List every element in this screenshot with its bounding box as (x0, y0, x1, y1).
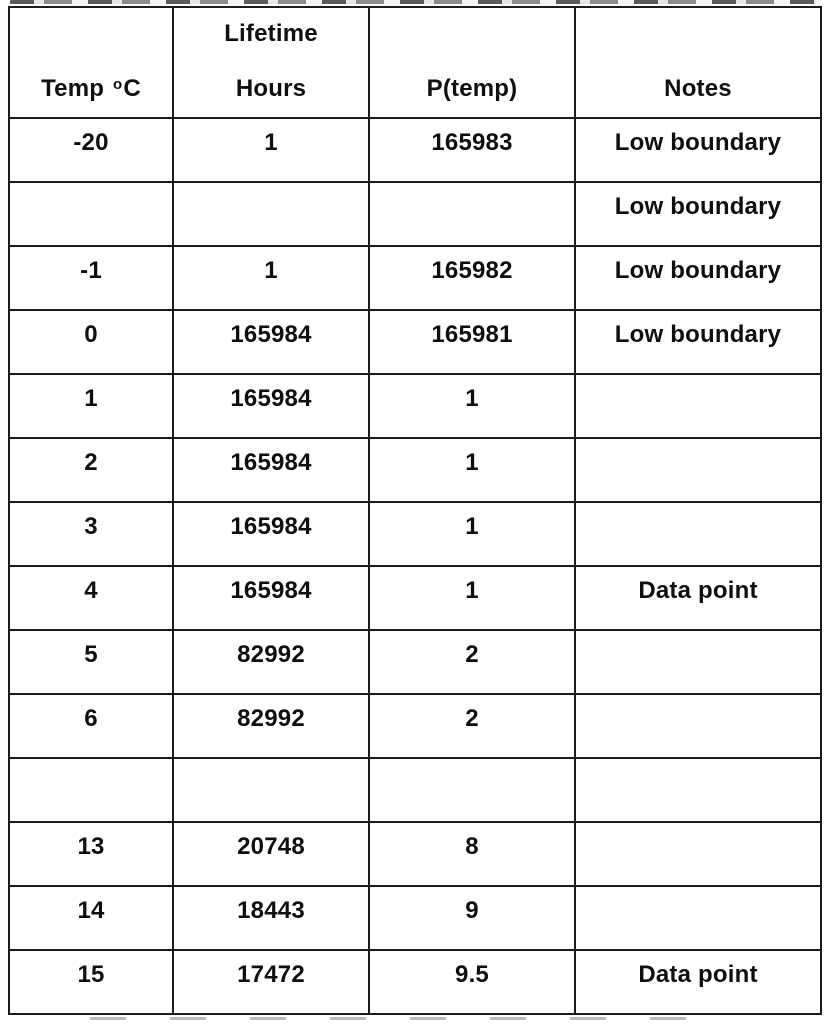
cell-note: Low boundary (575, 182, 821, 246)
cell-temp: -1 (9, 246, 173, 310)
table-row (9, 310, 821, 374)
cell-hours: 82992 (173, 694, 369, 758)
cell-note (575, 758, 821, 822)
temp-header-text: Temp (41, 74, 111, 102)
cell-note (575, 694, 821, 758)
cell-hours: 20748 (173, 822, 369, 886)
cell-ptemp: 9.5 (369, 950, 575, 1014)
cell-note (575, 886, 821, 950)
cell-ptemp: 1 (369, 566, 575, 630)
cell-hours: 1 (173, 246, 369, 310)
cell-note: Low boundary (575, 118, 821, 182)
col-header-temp (9, 7, 173, 118)
cell-temp (9, 758, 173, 822)
cell-note: Data point (575, 566, 821, 630)
cell-note (575, 822, 821, 886)
table-row (9, 502, 821, 566)
cell-hours: 1 (173, 118, 369, 182)
table-row (9, 246, 821, 310)
cell-ptemp: 1 (369, 438, 575, 502)
cell-note (575, 374, 821, 438)
table-row (9, 950, 821, 1014)
cell-ptemp: 9 (369, 886, 575, 950)
cell-temp: 3 (9, 502, 173, 566)
cell-note: Low boundary (575, 310, 821, 374)
cell-ptemp: 1 (369, 374, 575, 438)
cell-note (575, 630, 821, 694)
cell-temp: 2 (9, 438, 173, 502)
table-row (9, 438, 821, 502)
cell-ptemp: 165982 (369, 246, 575, 310)
cell-ptemp (369, 758, 575, 822)
ptemp-header-label: P(temp) (426, 74, 518, 102)
col-header-notes (575, 7, 821, 118)
cell-hours: 165984 (173, 566, 369, 630)
cell-ptemp: 165981 (369, 310, 575, 374)
table-row (9, 118, 821, 182)
table-body (9, 118, 821, 1014)
table-row (9, 886, 821, 950)
cell-hours: 17472 (173, 950, 369, 1014)
cell-temp: 6 (9, 694, 173, 758)
cell-temp: 15 (9, 950, 173, 1014)
lifetime-header-line1: Lifetime (224, 20, 318, 47)
cell-hours (173, 758, 369, 822)
cell-temp: -20 (9, 118, 173, 182)
cell-temp: 4 (9, 566, 173, 630)
table-row (9, 630, 821, 694)
cell-hours: 165984 (173, 374, 369, 438)
cell-hours: 165984 (173, 438, 369, 502)
notes-header-label: Notes (664, 74, 732, 102)
table-row (9, 822, 821, 886)
cell-ptemp: 2 (369, 694, 575, 758)
table-row (9, 694, 821, 758)
cell-hours: 18443 (173, 886, 369, 950)
degree-symbol: o (112, 75, 123, 93)
cell-note (575, 438, 821, 502)
cell-note: Low boundary (575, 246, 821, 310)
table-row (9, 758, 821, 822)
scan-noise-bottom (90, 1017, 710, 1020)
table-row (9, 566, 821, 630)
scan-noise-top (10, 0, 816, 4)
table-row (9, 182, 821, 246)
header-row (9, 7, 821, 118)
cell-temp: 14 (9, 886, 173, 950)
table-row (9, 374, 821, 438)
cell-temp: 1 (9, 374, 173, 438)
col-header-ptemp (369, 7, 575, 118)
cell-hours: 165984 (173, 502, 369, 566)
lifetime-header-line2: Hours (235, 74, 307, 102)
cell-temp: 0 (9, 310, 173, 374)
temp-unit-text: C (123, 74, 141, 102)
cell-ptemp: 165983 (369, 118, 575, 182)
cell-ptemp (369, 182, 575, 246)
cell-ptemp: 8 (369, 822, 575, 886)
lifetime-data-table (8, 6, 822, 1015)
cell-temp: 13 (9, 822, 173, 886)
col-header-lifetime-hours (173, 7, 369, 118)
cell-ptemp: 2 (369, 630, 575, 694)
cell-note (575, 502, 821, 566)
temp-header-label (41, 76, 141, 102)
cell-hours: 82992 (173, 630, 369, 694)
cell-temp (9, 182, 173, 246)
cell-ptemp: 1 (369, 502, 575, 566)
cell-hours: 165984 (173, 310, 369, 374)
cell-hours (173, 182, 369, 246)
cell-temp: 5 (9, 630, 173, 694)
cell-note: Data point (575, 950, 821, 1014)
